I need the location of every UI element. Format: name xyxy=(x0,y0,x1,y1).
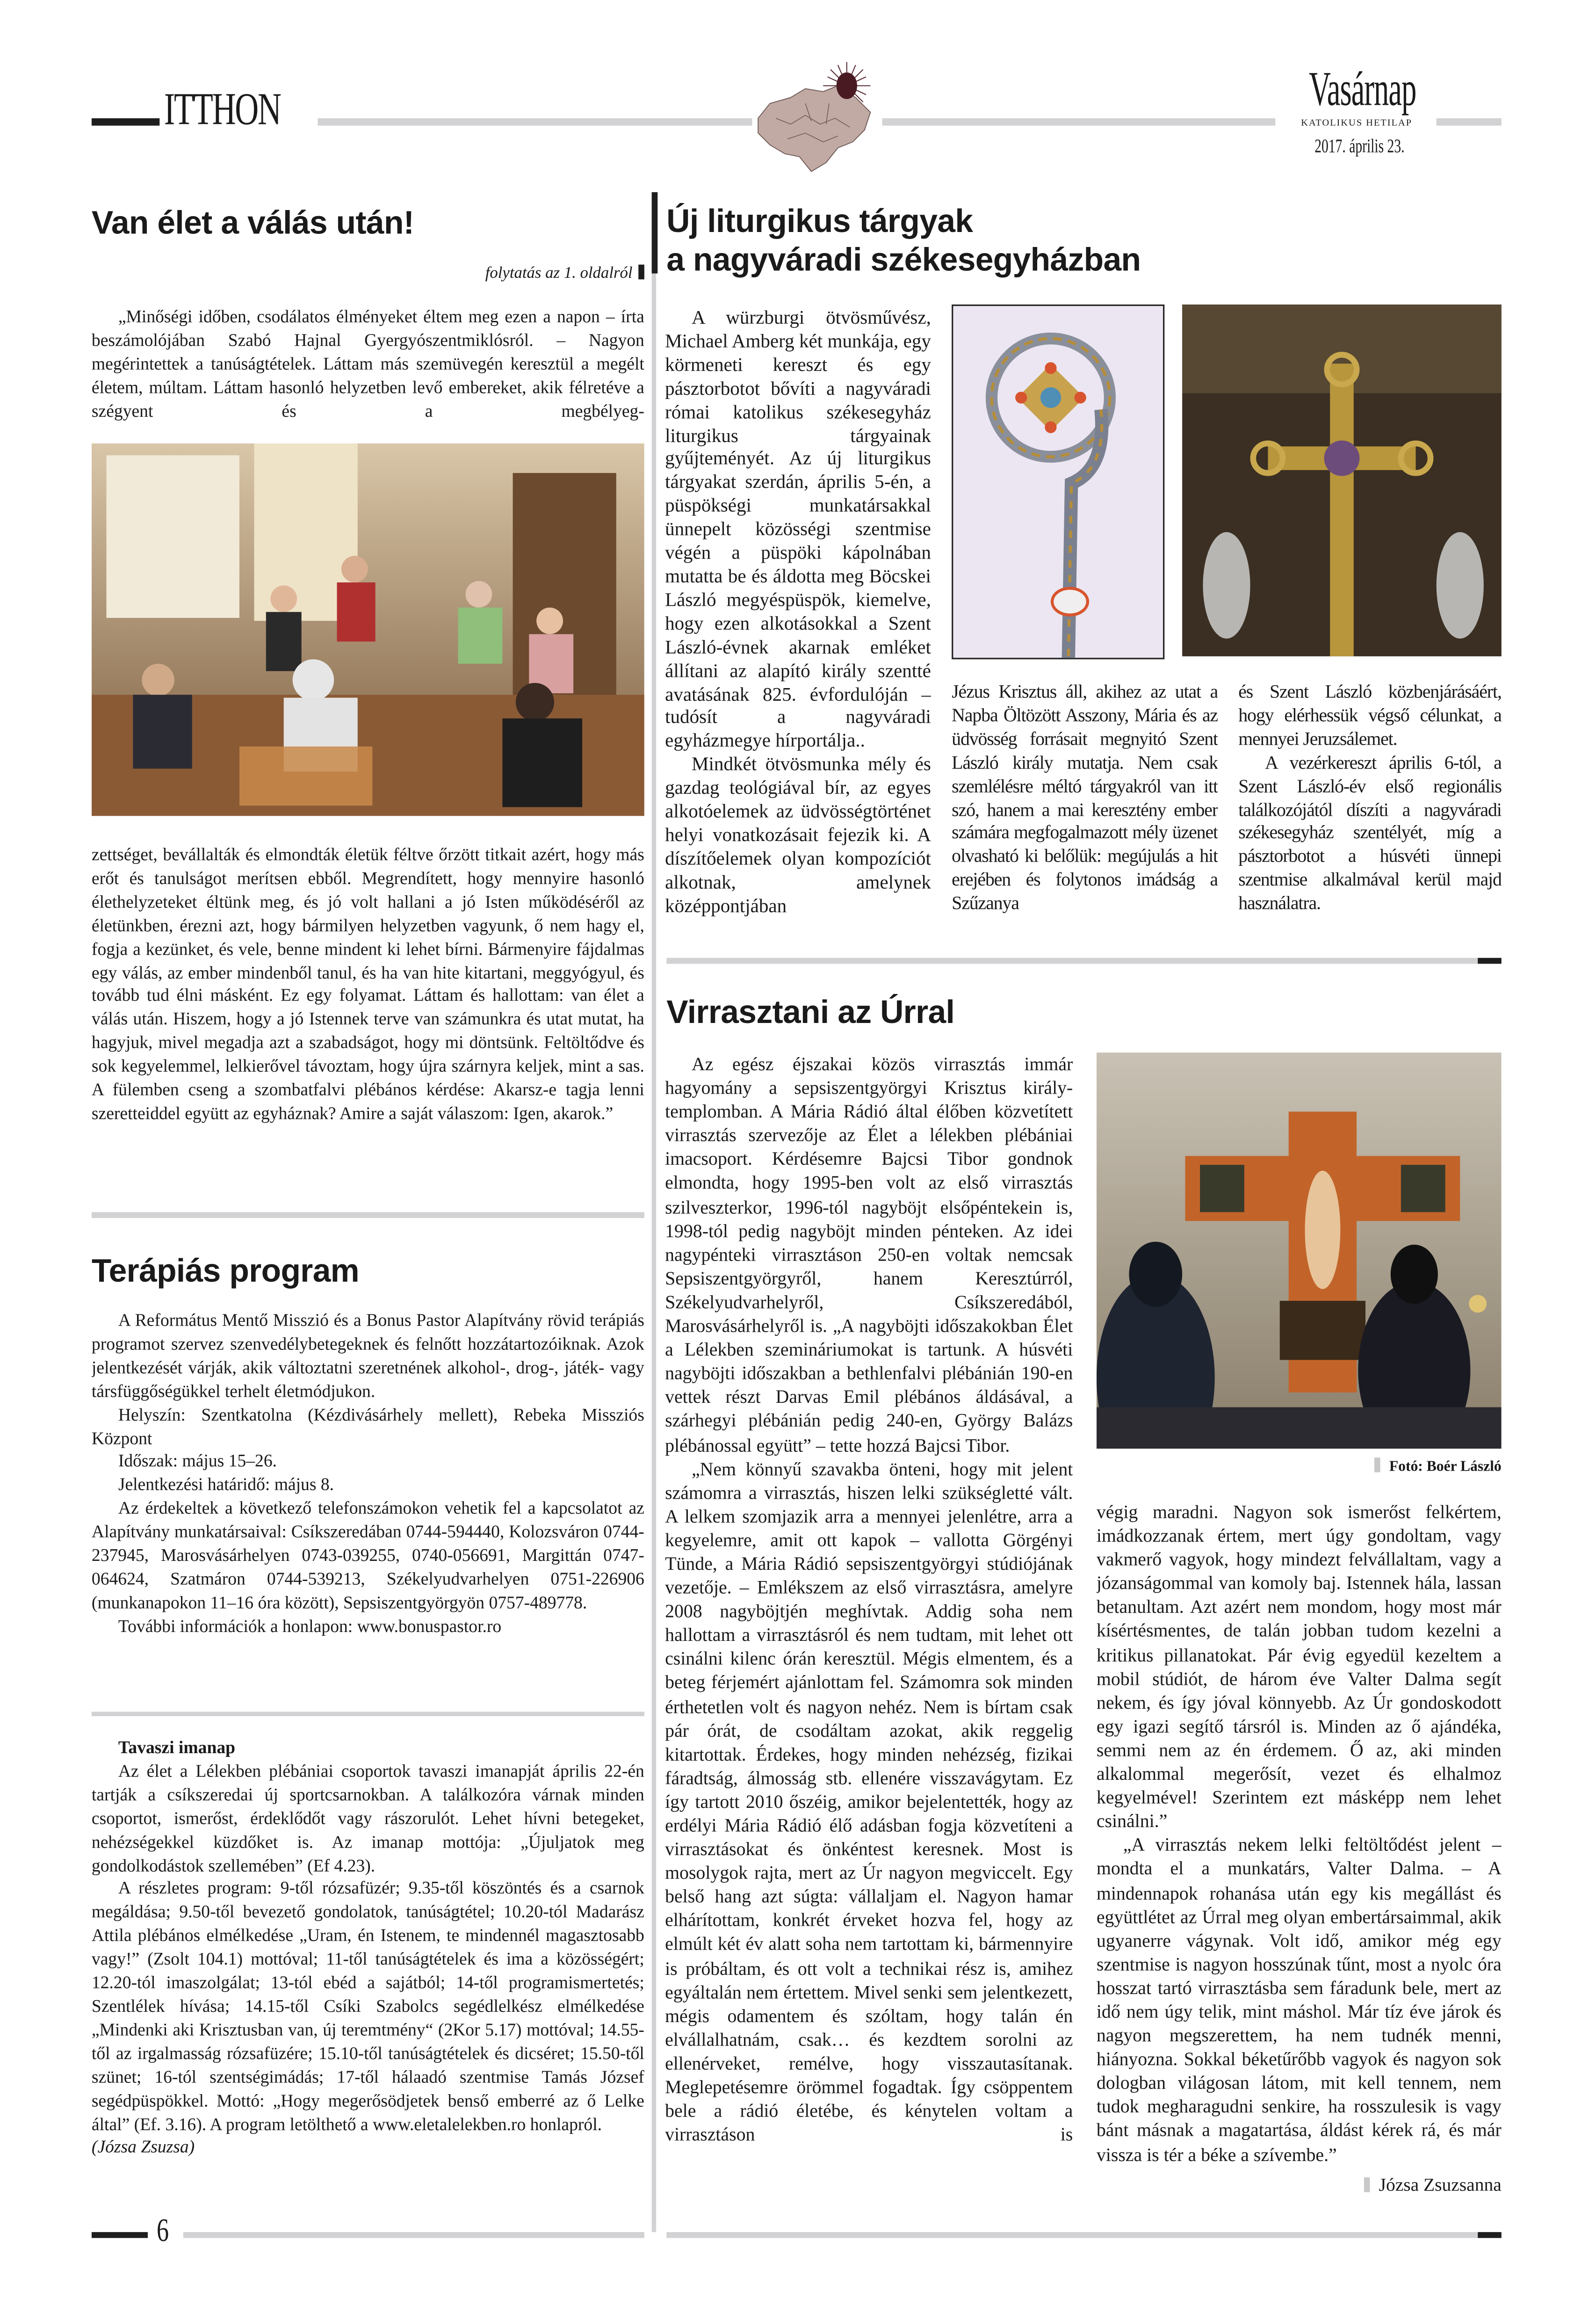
paragraph: További információk a honlapon: www.bonuspastor.ro xyxy=(118,1615,502,1636)
article-body-prayer-day xyxy=(92,1737,644,2207)
photo-credit xyxy=(1097,1458,1502,1477)
paragraph: Az élet a Lélekben plébániai csoportok tavaszi imanapját április 22-én tartják a csíkszeredai új sportcsarnokban. A találkozóra várnak minden csoportot, ismerőst, érdeklődőt vagy rászorulót. Lehet hívni betegeket, nehézségekkel küzdőket is. Az imanap mottója: „Újuljatok meg gondolkodástok szellemében” (Ef 4.23). xyxy=(91,1760,644,1875)
masthead-title: Vasárnap xyxy=(1309,63,1416,117)
photo-crozier xyxy=(952,305,1164,659)
article-title-therapy: Terápiás program xyxy=(91,1252,359,1289)
photo-credit-text: Fotó: Boér László xyxy=(1389,1459,1502,1475)
section-rule-accent xyxy=(1478,958,1502,964)
column-divider-accent xyxy=(652,192,658,274)
byline xyxy=(1097,2175,1502,2197)
footer-rule-left xyxy=(183,2232,644,2238)
masthead-logo xyxy=(1280,62,1434,130)
section-rule xyxy=(92,1712,644,1716)
paragraph: Az egész éjszakai közös virrasztás immár hagyomány a sepsiszentgyörgyi Krisztus király-templomban. A Mária Rádió által élőben közvetített virrasztás szervezője az Élet a lélekben plébániai imacsoport. Kérdésemre Bajcsi Tibor gondnok elmondta, hogy 1995-ben volt az első virrasztás szilveszterkor, 1996-tól nagyböjt elsőpéntekein is, 1998-tól pedig nagyböjt minden pénteken. Az idei nagypénteki virrasztáson 250-en voltak nemcsak Sepsiszentgyörgyről, hanem Keresztúrról, Székelyudvarhelyről, Csíkszeredából, Marosvásárhelyről is. „A nagyböjti időszakokban Élet a Lélekben szemináriumokat is tartunk. A húsvéti nagyböjti időszakban a bethlenfalvi plébánián 190-en vettek részt Darvas Emil plébános áldásával, a szárhegyi plébánián pedig 240-en, György Balázs plébánossal együtt” – tette hozzá Bajcsi Tibor. xyxy=(665,1054,1073,1456)
footer-black-bar xyxy=(92,2232,148,2238)
paragraph: Jelentkezési határidő: május 8. xyxy=(118,1474,334,1495)
paragraph: végig maradni. Nagyon sok ismerőst felkértem, imádkozzanak értem, mert úgy gondoltam, vagy vakmerő vagyok, hogy mindezt felvállaltam, vagy a józanságommal van komoly baj. Istennek hála, lassan betanultam. Azt azért nem mondom, hogy most már kísértésmentes, de talán jobban tudom kezelni a kritikus pillanatokat. Pár évig egyedül kezeltem a mobil stúdiót, de három éve Valter Dalma segít nekem, és így jóval könnyebb. Az Úr gondoskodott egy igazi segítő társról is. Minden az ő ajándéka, semmi nem az én érdemem. Ő az, aki minden alkalommal megerősít, vezet és elhalmoz kegyelmével! Szerintem ezt másképp nem lehet csinálni.” xyxy=(1096,1501,1502,1832)
photo-group-meeting xyxy=(92,443,644,816)
author: (Józsa Zsuzsa) xyxy=(91,2136,195,2158)
photo-processional-cross xyxy=(1182,305,1502,656)
header-rule-left xyxy=(318,118,752,126)
article-body-vigil-left xyxy=(665,1052,1073,2205)
header-rule-right xyxy=(1437,118,1502,126)
section-label: ITTHON xyxy=(164,82,281,135)
article-body-liturgical-col3 xyxy=(1238,682,1502,942)
article-body-therapy xyxy=(92,1310,644,1691)
article-body-divorce-part1 xyxy=(92,306,644,427)
article-body-liturgical-col2 xyxy=(952,682,1218,942)
issue-date: 2017. április 23. xyxy=(1314,134,1405,157)
header-black-bar xyxy=(92,118,159,126)
paragraph: „Minőségi időben, csodálatos élményeket éltem meg ezen a napon – írta beszámolójában Szabó Hajnal Gyergyószentmiklósról. – Nagyon megérintettek a tanúságtételek. Láttam más szemüvegén keresztül a megélt életem, múltam. Láttam hasonló helyzetben levő embereket, akik félretéve a szégyent és a megbélyeg- xyxy=(91,306,644,421)
author: Józsa Zsuzsanna xyxy=(1379,2174,1502,2195)
paragraph: „A virrasztás nekem lelki feltöltődést jelent – mondta el a munkatárs, Valter Dalma. – A mindennapok rohanása után egy kis megállást és együttlétet az Úrral meg olyan embertársaimmal, akik ugyanerre vágynak. Volt idő, amikor még egy szentmise is nagyon hosszúnak tűnt, most a nyolc óra hosszat tartó virrasztásba sem fáradunk bele, mert az idő nem úgy telik, mint máshol. Már tíz éve járok és nagyon megszerettem, ha nem tudnék menni, hiányozna. Sokkal béketűrőbb vagyok és nagyon sok dologban világosan látom, mit kell tennem, nem tudok megharagudni senkire, ha rosszulesik is vagy bánt másnak a magatartása, áldást kérek rá, és már vissza is tér a béke a szívembe.” xyxy=(1096,1835,1502,2165)
title-line: a nagyváradi székesegyházban xyxy=(666,241,1141,278)
paragraph: A részletes program: 9-től rózsafüzér; 9.35-től köszöntés és a csarnok megáldása; 9.50-től bevezető gondolatok, tanúságtétel; 10.20-tól Madarász Attila plébános elmélkedése „Uram, én Istenem, te mindennél magasztosabb vagy!” (Zsolt 104.1) mottóval; 11-től tanúságtételek és ima a közösségért; 12.20-tól imaszolgálat; 13-tól ebéd a sajátból; 14-től programismertetés; Szentlélek hívása; 14.15-től Csíki Szabolcs segédlelkész elmélkedése „Mindenki aki Krisztusban van, új teremtmény“ (2Kor 5.17) mottóval; 14.55-től az irgalmasság rózsafüzére; 15.10-től tanúságtételek és dicséret; 15.50-től szünet; 16-tól szentségimádás; 17-től hálaadó szentmise Tamás József segédpüspökkel. Mottó: „Hogy megerősödjetek benső emberré az ő Lelke által” (Ef. 3.16). A program letölthető a www.eletalelekben.ro honlapról. xyxy=(91,1878,644,2134)
marker-icon xyxy=(1364,2177,1370,2192)
article-title-prayer-day: Tavaszi imanap xyxy=(118,1737,236,1758)
paragraph: Időszak: május 15–26. xyxy=(118,1451,277,1472)
header-rule-middle xyxy=(882,118,1276,126)
paragraph: és Szent László közbenjárásáért, hogy elérhessük végső célunkat, a mennyei Jeruzsálemet. xyxy=(1238,681,1502,749)
hungary-map-logo-icon xyxy=(746,59,879,177)
article-title-divorce: Van élet a válás után! xyxy=(91,204,414,241)
column-divider xyxy=(652,274,656,2232)
article-body-liturgical-col1 xyxy=(665,306,931,944)
article-body-divorce-part2 xyxy=(92,844,644,1204)
page-number: 6 xyxy=(156,2211,169,2248)
article-body-vigil-right xyxy=(1097,1501,1502,2167)
marker-icon xyxy=(638,265,644,280)
title-line: Új liturgikus tárgyak xyxy=(666,202,973,239)
photo-vigil-crucifix xyxy=(1097,1052,1502,1449)
paragraph: Az érdekeltek a következő telefonszámokon vehetik fel a kapcsolatot az Alapítvány munkatársaival: Csíkszeredában 0744-594440, Kolozsváron 0744-237945, Marosvásárhelyen 0743-039255, 0740-056691, Margittán 0747-064624, Szatmáron 0744-539213, Székelyudvarhelyen 0751-226906 (munkanapokon 11–16 óra között), Sepsiszentgyörgyön 0757-489778. xyxy=(91,1498,644,1613)
article-title-liturgical xyxy=(666,203,1141,279)
paragraph: Jézus Krisztus áll, akihez az utat a Napba Öltözött Asszony, Mária és az üdvösség forrásait megnyitó Szent László király mutatja. Nem csak szemlélésre méltó tárgyakról van itt szó, hanem a mai keresztény ember számára megfogalmazott mély üzenet olvasható ki belőlük: megújulás a hit erejében és folytonos imádság a Szűzanya xyxy=(952,681,1218,914)
continued-note xyxy=(296,263,644,284)
masthead-subtitle: KATOLIKUS HETILAP xyxy=(1301,118,1412,129)
paragraph: A vezérkereszt április 6-tól, a Szent László-év első regionális találkozójától díszíti a nagyváradi székesegyház szentélyét, míg a pásztorbotot a húsvéti ünnepi szentmise alkalmával kerül majd használatra. xyxy=(1238,752,1502,914)
section-rule xyxy=(666,958,1478,964)
paragraph: zettséget, bevállalták és elmondták életük féltve őrzött titkait azért, hogy más erőt és tanulságot merítsen ebből. Megrendített, hogy mennyire hasonló élethelyzeteket éltünk meg, és jó volt hallani a jó Isten működéséről az életünkben, érezni azt, hogy bármilyen helyzetben vagyunk, ő nem hagy el, fogja a kezünket, és vele, benne mindent ki lehet bírni. Bármenyire fájdalmas egy válás, az ember mindenből tanul, és ha van hite kitartani, meggyógyul, és tovább tud élni másként. Ez egy folyamat. Láttam és hallottam: van élet a válás után. Hiszem, hogy a jó Istennek terve van számunkra és utat mutat, ha hagyjuk, mivel megadja azt a szabadságot, hogy mi döntsünk. Feltöltődve és sok kegyelemmel, lelkierővel távoztam, hogy újra szárnyra keljek, mint a sas. A fülemben cseng a szombatfalvi plébános kérdése: Akarsz-e tagja lenni szeretteiddel együtt az egyháznak? Amire a saját válaszom: Igen, akarok.” xyxy=(91,844,644,1124)
article-title-vigil: Virrasztani az Úrral xyxy=(666,993,955,1030)
paragraph: „Nem könnyű szavakba önteni, hogy mit jelent számomra a virrasztás, hiszen lelki szükségletté vált. A lelkem szomjazik arra a mennyei jelenlétre, arra a kegyelemre, amit ott kapok – vallotta Görgényi Tünde, a Mária Rádió sepsiszentgyörgyi stúdiójának vezetője. – Emlékszem az első virrasztásra, amelyre 2008 nagyböjtjén meghívtak. Addig soha nem hallottam a virrasztásról és nem tudtam, mit lehet ott csinálni kilenc órán keresztül. Mégis elmentem, és a beteg férjemért ajánlottam fel. Számomra sok minden érthetetlen volt és nagyon nehéz. Nem is bírtam csak pár órát, de csodáltam azokat, akik reggelig kitartottak. Érdekes, hogy minden nehézség, fizikai fáradtság, álmosság stb. ellenére visszavágytam. Ez így tartott 2010 őszéig, amikor bejelentették, hogy az erdélyi Mária Rádió élő adásban fogja közvetíteni a virrasztásokat és önkéntest keresnek. Most is mosolygok rajta, mert az Úr nagyon megviccelt. Egy belső hang azt súgta: vállaljam el. Nagyon hamar elhárítottam, konkrét érveket hozva fel, hogy az elmúlt két év alatt soha nem tartottam ki, bármennyire is próbáltam, és ott volt a technikai rész is, amihez egyáltalán nem értettem. Mivel senki sem jelentkezett, mégis odamentem és szóltam, hogy talán én elvállalhatnám, csak… és kezdtem sorolni az ellenérveket, remélve, hogy visszautasítanak. Meglepetésemre örömmel fogadtak. Így csöppentem bele a rádió életébe, és kénytelen voltam a virrasztáson is xyxy=(665,1458,1073,2146)
continued-text: folytatás az 1. oldalról xyxy=(485,264,633,283)
paragraph: Helyszín: Szentkatolna (Kézdivásárhely mellett), Rebeka Missziós Központ xyxy=(91,1404,644,1448)
section-rule xyxy=(92,1212,644,1218)
marker-icon xyxy=(1374,1458,1380,1472)
paragraph: A Református Mentő Misszió és a Bonus Pastor Alapítvány rövid terápiás programot szervez szenvedélybetegeknek és felnőtt hozzátartozóiknak. Azok jelentkezését várják, akik változtatni szeretnének alkohol-, drog-, játék- vagy társfüggőségükkel terhelt életmódjukon. xyxy=(91,1309,644,1401)
footer-rule-right xyxy=(666,2232,1478,2238)
footer-rule-accent xyxy=(1478,2232,1502,2238)
paragraph: Mindkét ötvösmunka mély és gazdag teológiával bír, az egyes alkotóelemek az üdvösségtörténet helyi vonatkozásait fejezik ki. A díszítőelemek olyan kompozíciót alkotnak, amelynek középpontjában xyxy=(665,753,931,916)
paragraph: A würzburgi ötvösművész, Michael Amberg két munkája, egy körmeneti kereszt és egy pásztorbotot bővíti a nagyváradi római katolikus székesegyház liturgikus tárgyainak gyűjteményét. Az új liturgikus tárgyakat szerdán, április 5-én, a püspökségi munkatársakkal ünnepelt közösségi szentmise végén a püspöki kápolnában mutatta be és áldotta meg Böcskei László megyéspüspök, kiemelve, hogy ezen alkotásokkal a Szent László-évnek akarnak emléket állítani az alapító király szentté avatásának 825. évfordulóján – tudósít a nagyváradi egyházmegye hírportálja.. xyxy=(665,306,931,752)
